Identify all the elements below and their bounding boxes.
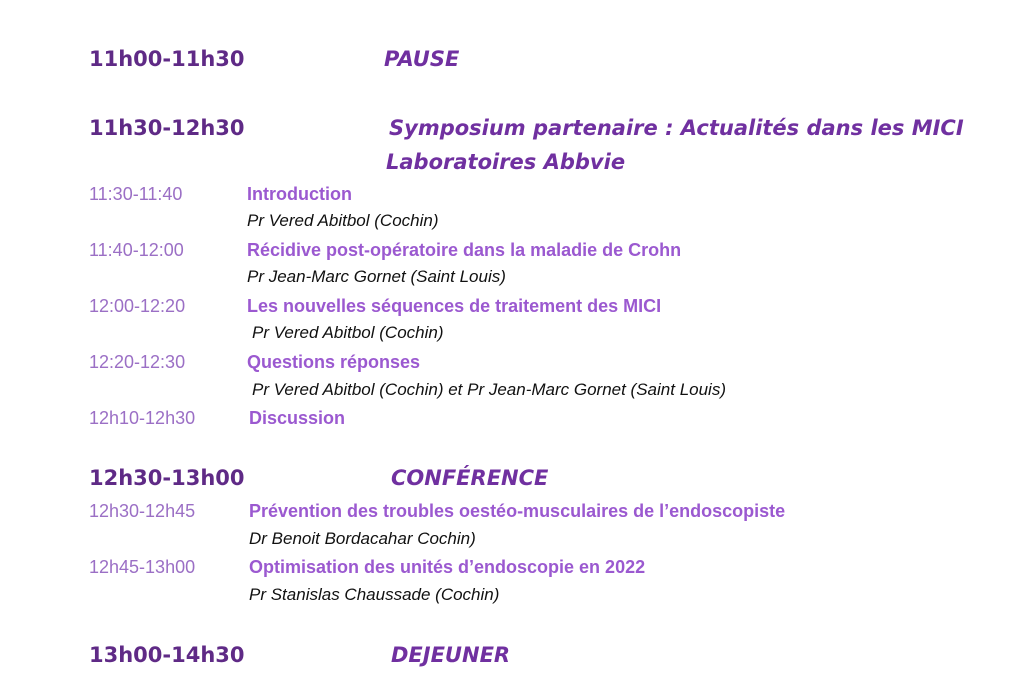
item-speaker: Pr Stanislas Chaussade (Cochin) — [249, 585, 500, 604]
item-speaker: Pr Jean-Marc Gornet (Saint Louis) — [247, 267, 506, 286]
section-time-pause: 11h00-11h30 — [89, 47, 245, 71]
section-time-dejeuner: 13h00-14h30 — [89, 643, 245, 667]
section-title-conference: CONFÉRENCE — [391, 466, 549, 490]
item-time: 11:40-12:00 — [89, 240, 184, 260]
item-title: Les nouvelles séquences de traitement des MICI — [247, 296, 662, 316]
item-time: 11:30-11:40 — [89, 184, 183, 204]
section-title-dejeuner: DEJEUNER — [391, 643, 511, 667]
item-title: Récidive post-opératoire dans la maladie de Crohn — [247, 240, 682, 260]
item-title: Discussion — [249, 408, 346, 428]
item-title: Questions réponses — [247, 352, 421, 372]
item-speaker: Pr Vered Abitbol (Cochin) — [247, 211, 439, 230]
item-title: Optimisation des unités d’endoscopie en 2022 — [249, 557, 646, 577]
item-time: 12h45-13h00 — [89, 557, 196, 577]
item-title: Introduction — [247, 184, 352, 204]
item-time: 12h30-12h45 — [89, 501, 196, 521]
item-speaker: Dr Benoit Bordacahar Cochin) — [249, 529, 476, 548]
section-title-symposium: Symposium partenaire : Actualités dans les MICI — [389, 116, 964, 140]
item-time: 12:20-12:30 — [89, 352, 186, 372]
item-title: Prévention des troubles oestéo-musculaires de l’endoscopiste — [249, 501, 786, 521]
section-title-pause: PAUSE — [384, 47, 460, 71]
section-time-conference: 12h30-13h00 — [89, 466, 245, 490]
item-speaker: Pr Vered Abitbol (Cochin) et Pr Jean-Marc Gornet (Saint Louis) — [252, 380, 726, 399]
section-time-symposium: 11h30-12h30 — [89, 116, 245, 140]
item-time: 12:00-12:20 — [89, 296, 186, 316]
item-time: 12h10-12h30 — [89, 408, 196, 428]
item-speaker: Pr Vered Abitbol (Cochin) — [252, 323, 444, 342]
section-subtitle-symposium: Laboratoires Abbvie — [386, 150, 626, 174]
